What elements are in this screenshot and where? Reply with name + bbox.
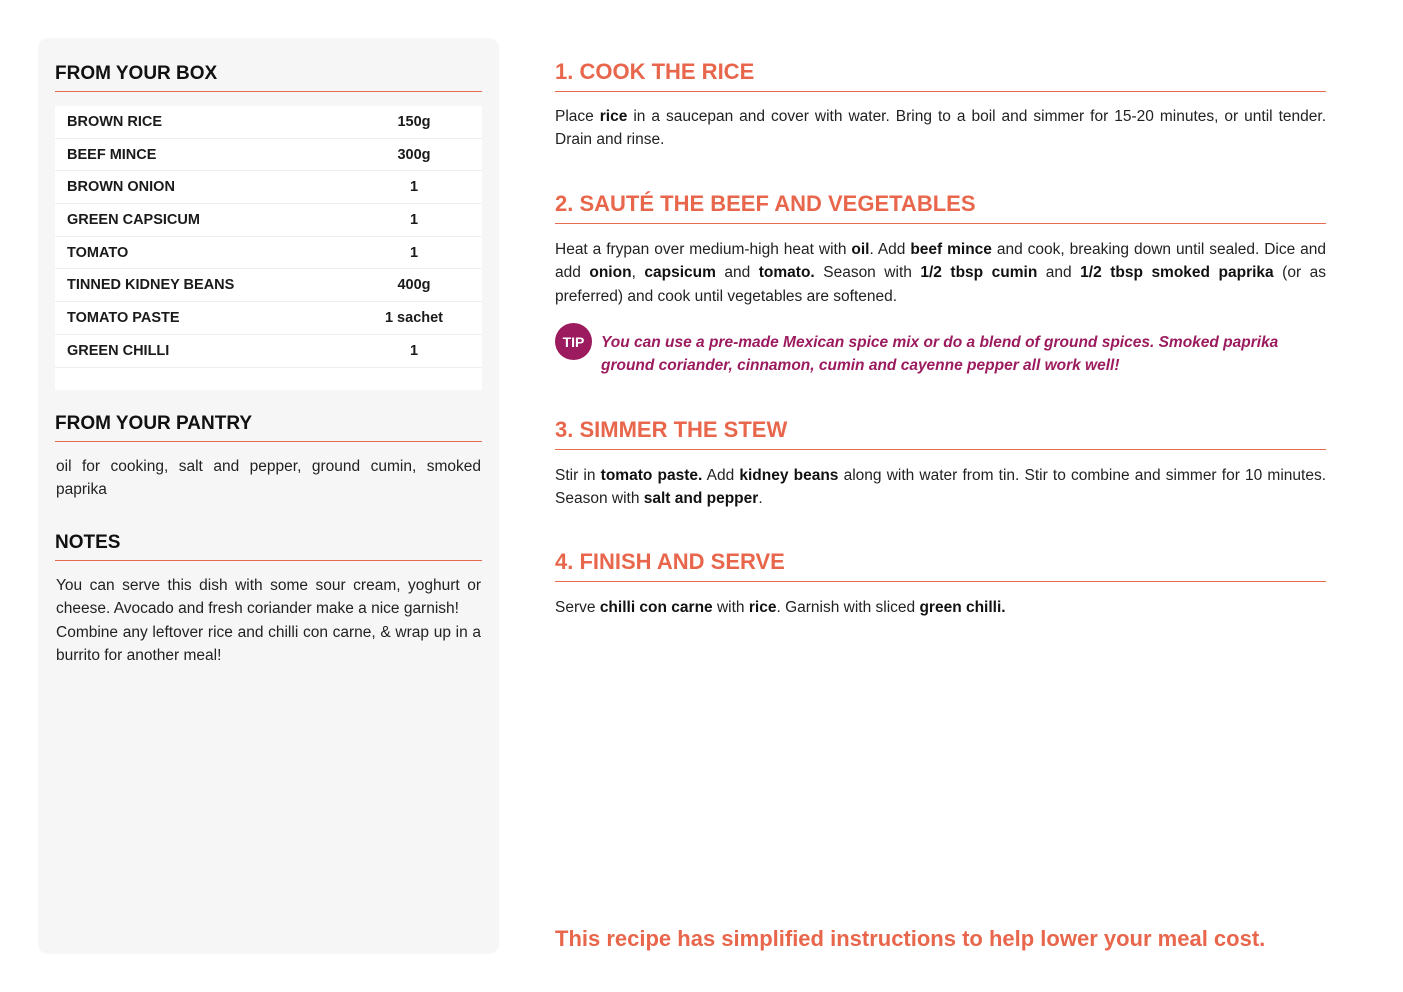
pantry-text: oil for cooking, salt and pepper, ground cumin, smoked paprika (56, 458, 481, 499)
tip-text: You can use a pre-made Mexican spice mix or do a blend of ground spices. Smoked paprika ground coriander, cinnamon, cumin and cayenne pepper all work well! (601, 334, 1279, 375)
ingredient-qty: 150g (397, 113, 431, 130)
step-3-heading: 3. SIMMER THE STEW (555, 417, 1326, 450)
table-row (55, 139, 482, 172)
notes-line: Combine any leftover rice and chilli con carne, & wrap up in a burrito for another meal! (56, 623, 481, 665)
tip-badge: TIP (555, 323, 592, 360)
table-row (55, 171, 482, 204)
notes-heading: NOTES (55, 532, 482, 561)
ingredients-panel (38, 38, 499, 954)
ingredient-name: TINNED KIDNEY BEANS (67, 277, 235, 294)
ingredient-qty: 1 sachet (384, 309, 444, 326)
ingredients-table (55, 106, 482, 390)
ingredient-name: GREEN CHILLI (67, 342, 170, 359)
table-row (55, 204, 482, 237)
notes-line: You can serve this dish with some sour cream, yoghurt or cheese. Avocado and fresh coriander make a nice garnish! (56, 577, 481, 618)
ingredient-qty: 1 (409, 179, 419, 196)
step-2-text: Heat a frypan over medium-high heat with oil. Add beef mince and cook, breaking down until sealed. Dice and add onion, capsicum and tomato. Season with 1/2 tbsp cumin and 1/2 tbsp smoked paprika (or as preferred) and cook until vegetables are softened. (555, 241, 1326, 305)
table-row (55, 269, 482, 302)
ingredient-qty: 1 (409, 342, 419, 359)
footer-note: This recipe has simplified instructions to help lower your meal cost. (555, 926, 1266, 951)
table-row (55, 237, 482, 270)
step-1-text: Place rice in a saucepan and cover with water. Bring to a boil and simmer for 15-20 minutes, or until tender. Drain and rinse. (555, 108, 1326, 149)
table-row (55, 302, 482, 335)
ingredient-qty: 300g (397, 146, 431, 163)
from-your-pantry-heading: FROM YOUR PANTRY (55, 413, 482, 442)
ingredient-qty: 1 (409, 244, 419, 261)
ingredient-name: TOMATO PASTE (67, 309, 180, 326)
step-4-heading: 4. FINISH AND SERVE (555, 549, 1326, 582)
step-2-heading: 2. SAUTÉ THE BEEF AND VEGETABLES (555, 191, 1326, 224)
table-row (55, 106, 482, 139)
ingredient-name: BEEF MINCE (67, 146, 157, 163)
ingredient-name: BROWN ONION (67, 179, 175, 196)
step-3-text: Stir in tomato paste. Add kidney beans along with water from tin. Stir to combine and simmer for 10 minutes. Season with salt and pepper. (555, 467, 1327, 508)
from-your-box-heading: FROM YOUR BOX (55, 63, 482, 92)
ingredient-qty: 1 (409, 211, 419, 228)
step-4-text: Serve chilli con carne with rice. Garnish with sliced green chilli. (555, 599, 1006, 616)
step-1-heading: 1. COOK THE RICE (555, 59, 1326, 92)
ingredient-name: TOMATO (67, 244, 129, 261)
ingredient-name: BROWN RICE (67, 113, 163, 130)
ingredient-qty: 400g (397, 277, 431, 294)
notes-text (56, 574, 481, 668)
ingredient-name: GREEN CAPSICUM (67, 211, 200, 228)
table-row (55, 335, 482, 368)
